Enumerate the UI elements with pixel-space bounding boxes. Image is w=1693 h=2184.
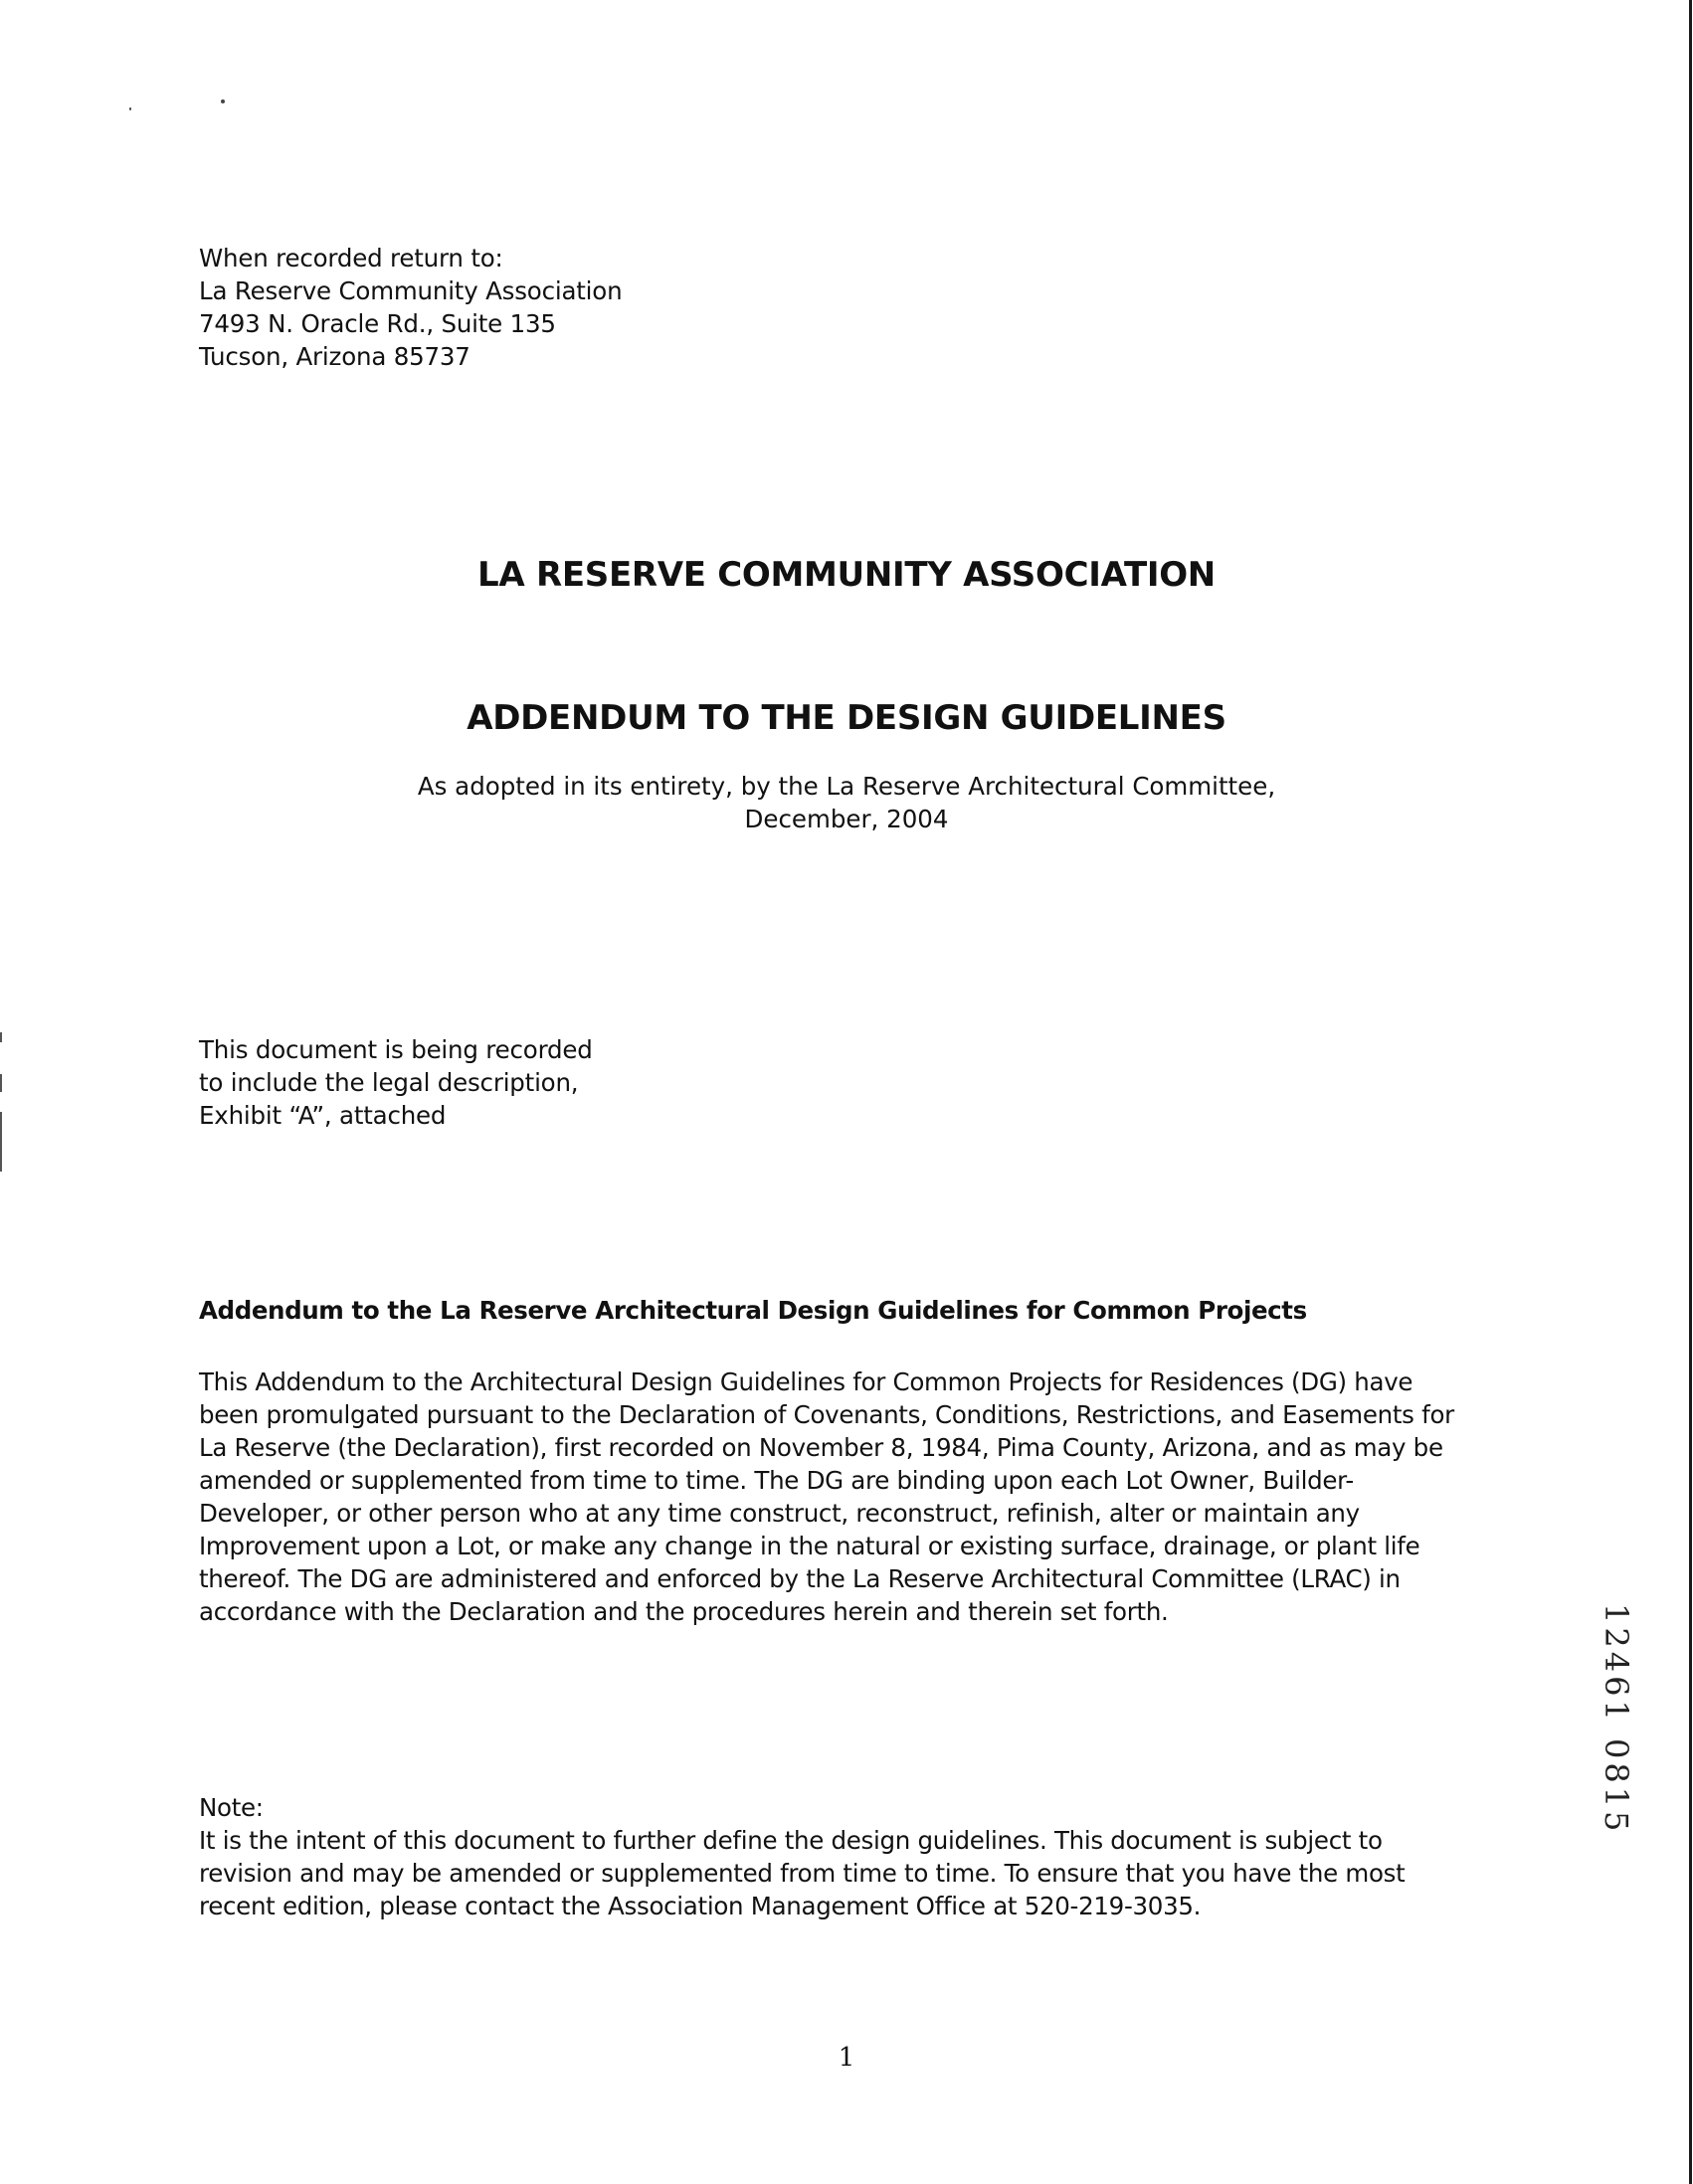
paragraph-line: This Addendum to the Architectural Design Guidelines for Common Projects for Residences (DG) have xyxy=(199,1367,1413,1396)
scan-mark xyxy=(0,1074,2,1092)
return-address-line: Tucson, Arizona 85737 xyxy=(199,342,470,371)
return-address-line: La Reserve Community Association xyxy=(199,276,623,305)
recording-note-line: to include the legal description, xyxy=(199,1068,579,1097)
return-address-line: 7493 N. Oracle Rd., Suite 135 xyxy=(199,309,556,338)
recording-note-line: This document is being recorded xyxy=(199,1035,593,1064)
page-number: 1 xyxy=(838,2043,855,2073)
note-line: recent edition, please contact the Association Management Office at 520-219-3035. xyxy=(199,1892,1202,1920)
note-line: revision and may be amended or supplemented from time to time. To ensure that you have the most xyxy=(199,1859,1406,1888)
scan-speck xyxy=(129,107,131,110)
note-block xyxy=(199,1791,1405,1922)
section-heading: Addendum to the La Reserve Architectural Design Guidelines for Common Projects xyxy=(199,1296,1307,1325)
recording-note xyxy=(199,1033,593,1132)
paragraph-line: accordance with the Declaration and the procedures herein and therein set forth. xyxy=(199,1597,1169,1626)
adoption-date: December, 2004 xyxy=(744,805,949,833)
adoption-statement xyxy=(0,770,1693,835)
return-address xyxy=(199,242,622,373)
page-edge xyxy=(1689,0,1692,2184)
recording-stamp: 12461 0815 xyxy=(1598,1603,1635,1836)
recording-note-line: Exhibit “A”, attached xyxy=(199,1101,447,1130)
paragraph-line: thereof. The DG are administered and enforced by the La Reserve Architectural Committee (LRAC) in xyxy=(199,1564,1401,1593)
paragraph-line: amended or supplemented from time to time. The DG are binding upon each Lot Owner, Builder- xyxy=(199,1466,1354,1495)
scan-mark xyxy=(0,1112,2,1172)
scan-speck xyxy=(221,99,225,103)
adoption-line: As adopted in its entirety, by the La Reserve Architectural Committee, xyxy=(417,772,1276,801)
return-address-line: When recorded return to: xyxy=(199,244,503,273)
paragraph-line: Improvement upon a Lot, or make any change in the natural or existing surface, drainage, or plant life xyxy=(199,1532,1420,1560)
paragraph-line: been promulgated pursuant to the Declaration of Covenants, Conditions, Restrictions, and Easements for xyxy=(199,1400,1454,1429)
paragraph-line: La Reserve (the Declaration), first recorded on November 8, 1984, Pima County, Arizona, and as may be xyxy=(199,1433,1443,1462)
paragraph-line: Developer, or other person who at any time construct, reconstruct, refinish, alter or maintain any xyxy=(199,1499,1360,1528)
body-paragraph xyxy=(199,1365,1492,1628)
note-line: It is the intent of this document to further define the design guidelines. This document is subject to xyxy=(199,1826,1383,1855)
organization-title: LA RESERVE COMMUNITY ASSOCIATION xyxy=(477,555,1216,595)
scan-mark xyxy=(0,1032,2,1042)
document-title: ADDENDUM TO THE DESIGN GUIDELINES xyxy=(467,698,1226,738)
note-label: Note: xyxy=(199,1793,264,1822)
